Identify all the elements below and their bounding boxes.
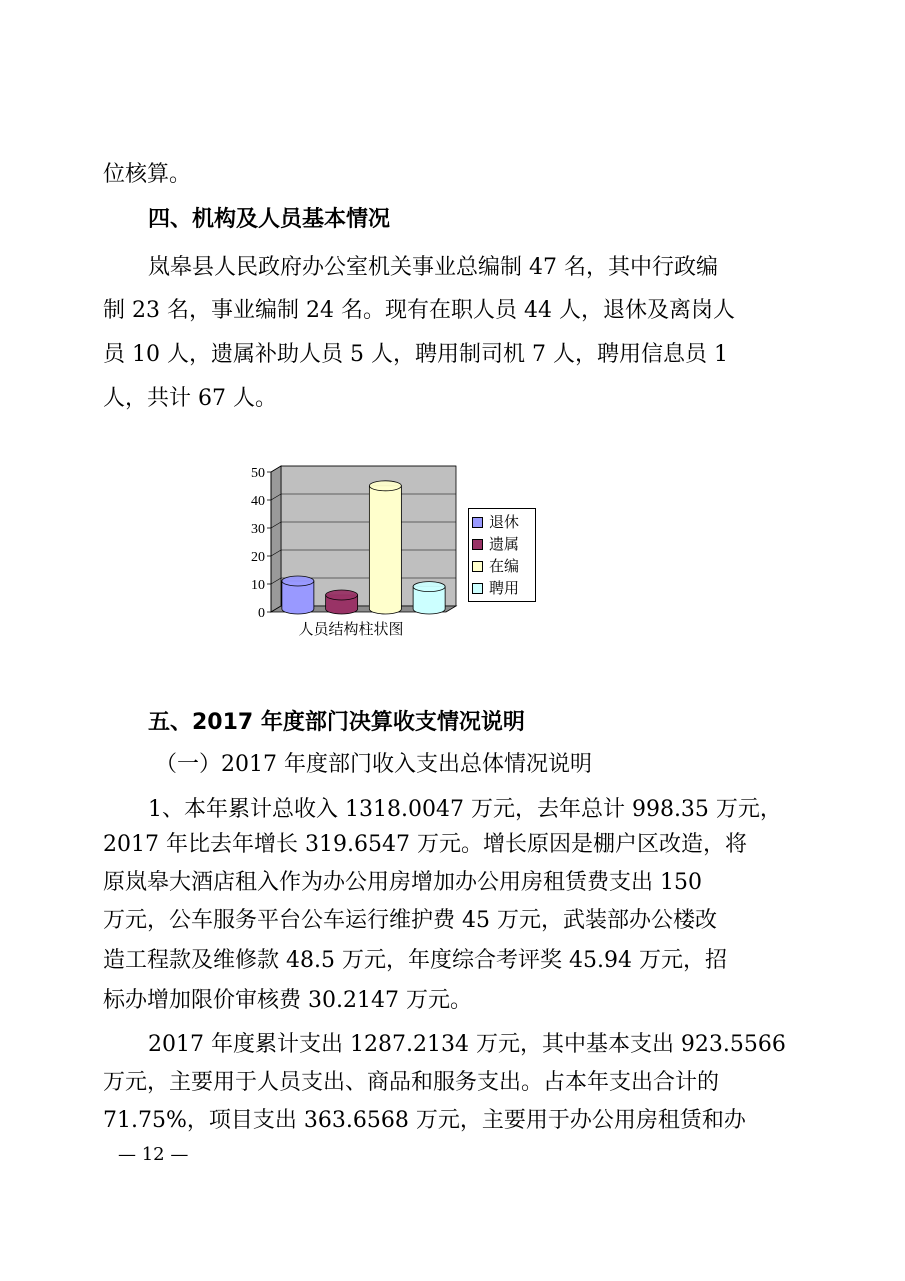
section4-heading: 四、机构及人员基本情况 xyxy=(148,207,391,232)
legend-swatch xyxy=(472,517,483,528)
para1-line-1: 1、本年累计总收入 1318.0047 万元，去年总计 998.35 万元， xyxy=(148,797,782,822)
y-tick-label: 0 xyxy=(258,606,265,620)
bar-top xyxy=(282,576,314,586)
y-tick-label: 10 xyxy=(251,578,265,593)
legend-label: 退休 xyxy=(489,513,520,531)
para1-line-4: 万元，公车服务平台公车运行维护费 45 万元，武装部办公楼改 xyxy=(103,908,717,933)
section5-heading: 五、2017 年度部门决算收支情况说明 xyxy=(148,710,525,735)
bar-top xyxy=(413,582,445,592)
para2-line-2: 万元，主要用于人员支出、商品和服务支出。占本年支出合计的 xyxy=(103,1070,720,1095)
legend-swatch xyxy=(472,583,483,594)
section4-line-2: 制 23 名，事业编制 24 名。现有在职人员 44 人，退休及离岗人 xyxy=(103,298,735,323)
y-tick-label: 20 xyxy=(251,550,265,565)
legend-item-retired xyxy=(472,511,532,533)
bar-top xyxy=(326,590,358,600)
bar-top xyxy=(369,481,401,491)
legend-swatch xyxy=(472,561,483,572)
para1-line-2: 2017 年比去年增长 319.6547 万元。增长原因是棚户区改造，将 xyxy=(103,832,747,857)
legend-label: 聘用 xyxy=(489,579,520,597)
legend-item-survivors xyxy=(472,533,532,555)
legend-item-staff xyxy=(472,555,532,577)
bar xyxy=(369,486,401,614)
section4-line-3: 员 10 人，遗属补助人员 5 人，聘用制司机 7 人，聘用信息员 1 xyxy=(103,342,728,367)
legend-label: 遗属 xyxy=(489,535,520,553)
chart-title: 人员结构柱状图 xyxy=(298,620,404,638)
section5-subheading: （一）2017 年度部门收入支出总体情况说明 xyxy=(155,752,592,777)
chart-side-wall xyxy=(271,466,281,612)
personnel-bar-chart xyxy=(236,460,536,650)
legend-label: 在编 xyxy=(489,557,520,575)
para1-line-3: 原岚皋大酒店租入作为办公用房增加办公用房租赁费支出 150 xyxy=(103,870,702,895)
section4-line-4: 人，共计 67 人。 xyxy=(103,386,277,411)
para2-line-3: 71.75%，项目支出 363.6568 万元，主要用于办公用房租赁和办 xyxy=(103,1108,746,1133)
chart-plot xyxy=(236,460,466,620)
page-number: — 12 — xyxy=(118,1144,189,1165)
para2-line-1: 2017 年度累计支出 1287.2134 万元，其中基本支出 923.5566 xyxy=(148,1032,786,1057)
continuation-line: 位核算。 xyxy=(103,162,192,187)
y-tick-label: 50 xyxy=(251,466,265,481)
para1-line-5: 造工程款及维修款 48.5 万元，年度综合考评奖 45.94 万元，招 xyxy=(103,948,727,973)
legend-swatch xyxy=(472,539,483,550)
legend-item-hired xyxy=(472,577,532,599)
y-tick-label: 40 xyxy=(251,494,265,509)
chart-legend xyxy=(468,508,536,602)
y-tick-label: 30 xyxy=(251,522,265,537)
para1-line-6: 标办增加限价审核费 30.2147 万元。 xyxy=(103,988,472,1013)
section4-line-1: 岚皋县人民政府办公室机关事业总编制 47 名，其中行政编 xyxy=(148,255,718,280)
